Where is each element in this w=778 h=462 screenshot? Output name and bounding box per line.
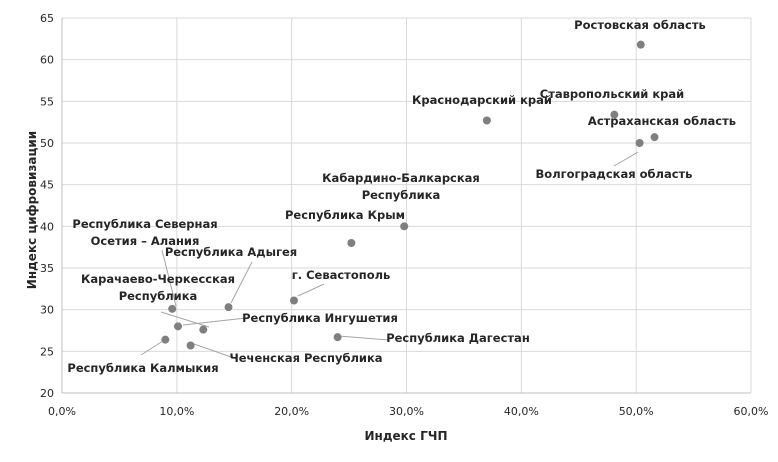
- data-point: [290, 297, 298, 305]
- point-label: Краснодарский край: [412, 93, 552, 107]
- data-point: [225, 303, 233, 311]
- point-label: г. Севастополь: [291, 268, 391, 282]
- x-tick-label: 40,0%: [503, 405, 539, 418]
- leader-line: [298, 284, 324, 296]
- leader-line: [339, 336, 389, 340]
- x-tick-label: 10,0%: [159, 405, 195, 418]
- leader-line: [614, 152, 638, 166]
- data-point: [334, 333, 342, 341]
- y-tick-label: 20: [40, 387, 54, 400]
- point-label: Республика Калмыкия: [67, 361, 219, 375]
- y-tick-label: 30: [40, 303, 54, 317]
- point-label: Республика Адыгея: [164, 245, 298, 259]
- y-tick-label: 25: [40, 345, 54, 359]
- data-point: [651, 133, 659, 141]
- x-tick-label: 20,0%: [274, 405, 310, 418]
- y-tick-label: 50: [40, 137, 54, 150]
- point-label: Республика Дагестан: [386, 331, 530, 345]
- point-label: Чеченская Республика: [229, 351, 383, 365]
- data-point: [168, 305, 176, 313]
- x-tick-label: 30,0%: [389, 405, 424, 418]
- x-tick-label: 0,0%: [48, 405, 76, 418]
- x-tick-label: 50,0%: [618, 405, 654, 418]
- point-label: Республика Ингушетия: [242, 311, 398, 325]
- point-label: Ставропольский край: [539, 87, 685, 101]
- data-point: [174, 322, 182, 330]
- data-point: [483, 117, 491, 125]
- x-axis-title: Индекс ГЧП: [364, 429, 448, 443]
- y-tick-label: 65: [40, 12, 54, 25]
- y-tick-label: 55: [40, 95, 54, 109]
- data-point: [637, 41, 645, 49]
- point-label: Астраханская область: [587, 114, 737, 128]
- data-point: [161, 336, 169, 344]
- point-label: Волгоградская область: [535, 167, 693, 181]
- data-point: [347, 239, 355, 247]
- y-tick-label: 60: [40, 53, 54, 67]
- data-point: [187, 342, 195, 350]
- point-label: Республика Крым: [285, 208, 405, 222]
- point-label: Кабардино-Балкарская Республика: [322, 171, 480, 202]
- x-tick-label: 60,0%: [733, 405, 769, 418]
- point-label: Ростовская область: [574, 18, 706, 32]
- point-label: Республика Северная Осетия – Алания: [72, 217, 218, 248]
- data-point: [199, 326, 207, 334]
- y-tick-label: 40: [40, 220, 54, 234]
- data-point: [400, 222, 408, 230]
- y-axis-title: Индекс цифровизации: [25, 130, 39, 290]
- point-label: Карачаево-Черкесская Республика: [80, 272, 236, 303]
- y-tick-label: 35: [40, 262, 54, 275]
- y-tick-label: 45: [40, 178, 54, 192]
- data-point: [636, 139, 644, 147]
